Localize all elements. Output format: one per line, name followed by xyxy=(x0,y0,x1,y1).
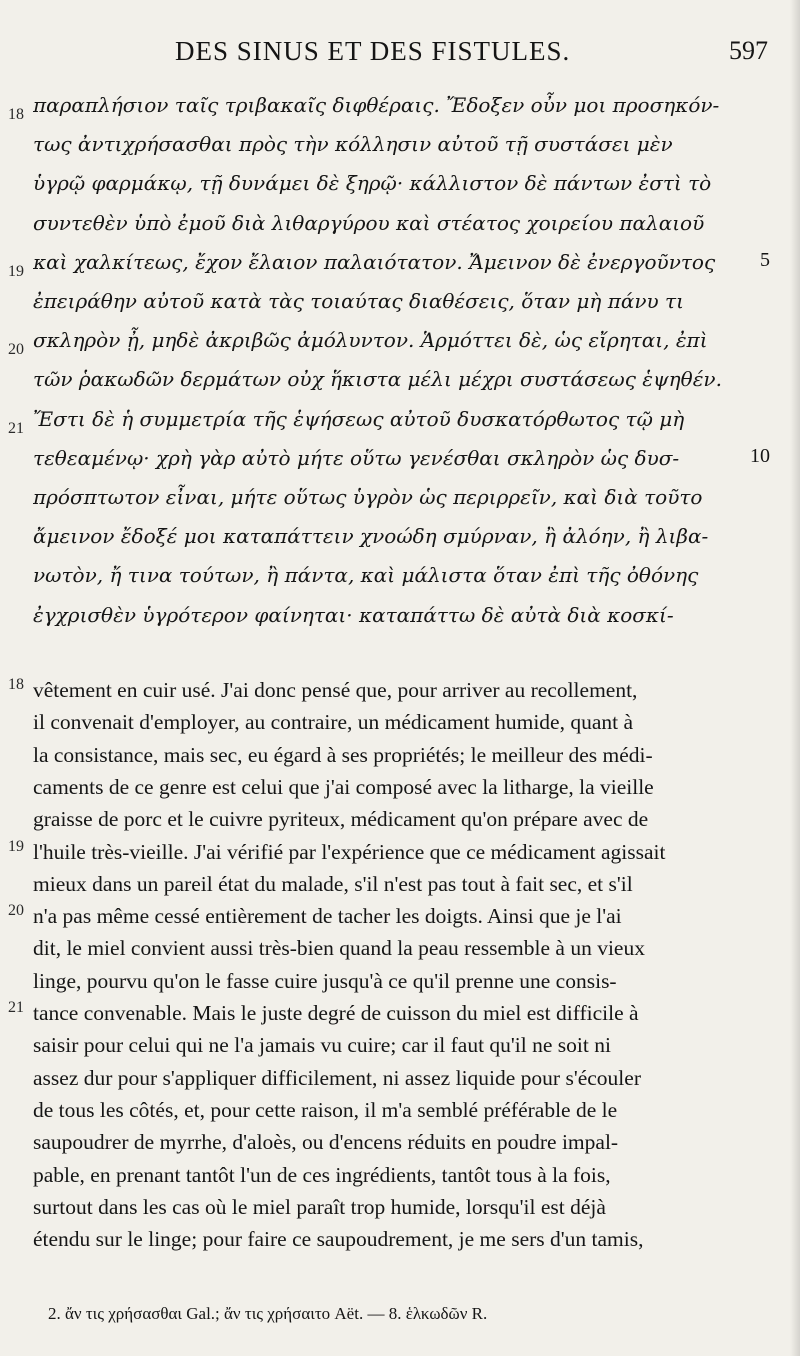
french-line-text: il convenait d'employer, au contraire, un médicament humide, quant à xyxy=(33,710,634,735)
greek-line xyxy=(0,362,800,402)
french-line xyxy=(0,1223,800,1263)
page-edge-shadow xyxy=(790,0,800,1356)
french-line-text: n'a pas même cessé entièrement de tacher les doigts. Ainsi que je l'ai xyxy=(33,904,622,929)
greek-line xyxy=(0,206,800,246)
page-header xyxy=(0,36,800,72)
greek-line-text: συντεθὲν ὑπὸ ἐμοῦ διὰ λιθαργύρου καὶ στέατος χοιρείου παλαιοῦ xyxy=(33,210,705,235)
french-line-text: graisse de porc et le cuivre pyriteux, médicament qu'on prépare avec de xyxy=(33,807,649,832)
french-line-text: dit, le miel convient aussi très-bien quand la peau ressemble à un vieux xyxy=(33,936,645,961)
margin-line-number: 21 xyxy=(8,419,24,437)
greek-line xyxy=(0,441,800,481)
greek-line-text: Ἔστι δὲ ἡ συμμετρία τῆς ἑψήσεως αὐτοῦ δυσκατόρθωτος τῷ μὴ xyxy=(33,406,685,431)
french-line-text: linge, pourvu qu'on le fasse cuire jusqu'à ce qu'il prenne une consis- xyxy=(33,968,617,993)
greek-line-text: τῶν ῥακωδῶν δερμάτων οὐχ ἥκιστα μέλι μέχρι συστάσεως ἑψηθέν. xyxy=(33,367,722,392)
french-line-text: tance convenable. Mais le juste degré de cuisson du miel est difficile à xyxy=(33,1001,639,1025)
greek-line xyxy=(0,127,800,167)
greek-line xyxy=(0,519,800,559)
greek-line xyxy=(0,402,800,442)
french-line-text: de tous les côtés, et, pour cette raison, il m'a semblé préférable de le xyxy=(33,1097,618,1122)
margin-line-number: 18 xyxy=(8,106,24,123)
margin-line-number: 20 xyxy=(8,341,24,359)
greek-line-text: παραπλήσιον ταῖς τριβακαῖς διφθέραις. Ἔδοξεν οὖν μοι προσηκόν- xyxy=(33,93,720,117)
french-line-text: saupoudrer de myrrhe, d'aloès, ou d'encens réduits en poudre impal- xyxy=(33,1130,619,1155)
french-line-text: surtout dans les cas où le miel paraît trop humide, lorsqu'il est déjà xyxy=(33,1194,606,1219)
greek-line xyxy=(0,88,800,128)
greek-line xyxy=(0,323,800,363)
margin-line-number: 20 xyxy=(8,902,24,920)
greek-line xyxy=(0,558,800,598)
greek-line xyxy=(0,480,800,520)
french-line-text: vêtement en cuir usé. J'ai donc pensé que, pour arriver au recollement, xyxy=(33,678,638,702)
french-line-text: assez dur pour s'appliquer difficilement, ni assez liquide pour s'écouler xyxy=(33,1065,641,1090)
greek-line-text: καὶ χαλκίτεως, ἔχον ἔλαιον παλαιότατον. Ἄμεινον δὲ ἐνεργοῦντος xyxy=(33,249,716,274)
greek-line-text: τως ἀντιχρήσασθαι πρὸς τὴν κόλλησιν αὐτοῦ τῇ συστάσει μὲν xyxy=(33,132,673,157)
french-line-text: étendu sur le linge; pour faire ce saupoudrement, je me sers d'un tamis, xyxy=(33,1227,644,1252)
greek-line-text: τεθεαμένῳ· χρὴ γὰρ αὐτὸ μήτε οὕτω γενέσθαι σκληρὸν ὡς δυσ- xyxy=(33,445,680,470)
french-line-text: la consistance, mais sec, eu égard à ses propriétés; le meilleur des médi- xyxy=(33,742,653,767)
greek-line xyxy=(0,598,800,638)
margin-line-number: 21 xyxy=(8,999,24,1016)
french-line-text: pable, en prenant tantôt l'un de ces ingrédients, tantôt tous à la fois, xyxy=(33,1162,611,1187)
margin-line-number: 19 xyxy=(8,262,24,280)
greek-line xyxy=(0,166,800,206)
right-line-number: 10 xyxy=(750,444,770,467)
greek-line xyxy=(0,284,800,324)
greek-line-text: ἐγχρισθὲν ὑγρότερον φαίνηται· καταπάττω δὲ αὐτὰ διὰ κοσκί- xyxy=(33,602,674,627)
right-line-number: 5 xyxy=(760,248,770,271)
greek-line-text: σκληρὸν ᾖ, μηδὲ ἀκριβῶς ἀμόλυντον. Ἁρμόττει δὲ, ὡς εἴρηται, ἐπὶ xyxy=(33,328,708,353)
margin-line-number: 18 xyxy=(8,676,24,693)
french-line-text: caments de ce genre est celui que j'ai composé avec la litharge, la vieille xyxy=(33,774,654,799)
greek-line-text: ἄμεινον ἔδοξέ μοι καταπάττειν χνοώδη σμύρναν, ἢ ἀλόην, ἢ λιβα- xyxy=(33,524,709,549)
greek-line-text: πρόσπτωτον εἶναι, μήτε οὕτως ὑγρὸν ὡς περιρρεῖν, καὶ διὰ τοῦτο xyxy=(33,485,703,509)
greek-line-text: ὑγρῷ φαρμάκῳ, τῇ δυνάμει δὲ ξηρῷ· κάλλιστον δὲ πάντων ἐστὶ τὸ xyxy=(33,171,712,196)
footnote: 2. ἄν τις χρήσασθαι Gal.; ἄν τις χρήσαιτο Aët. — 8. ἑλκωδῶν R. xyxy=(48,1304,488,1323)
margin-line-number: 19 xyxy=(8,837,24,855)
greek-line xyxy=(0,245,800,285)
french-line-text: mieux dans un pareil état du malade, s'il n'est pas tout à fait sec, et s'il xyxy=(33,871,633,896)
french-line-text: l'huile très-vieille. J'ai vérifié par l'expérience que ce médicament agissait xyxy=(33,839,666,864)
french-line-text: saisir pour celui qui ne l'a jamais vu cuire; car il faut qu'il ne soit ni xyxy=(33,1033,611,1058)
page-number: 597 xyxy=(729,36,768,65)
greek-line-text: ἐπειράθην αὐτοῦ κατὰ τὰς τοιαύτας διαθέσεις, ὅταν μὴ πάνυ τι xyxy=(33,289,684,313)
greek-line-text: νωτὸν, ἤ τινα τούτων, ἢ πάντα, καὶ μάλιστα ὅταν ἐπὶ τῆς ὀθόνης xyxy=(33,563,699,588)
running-title: DES SINUS ET DES FISTULES. xyxy=(175,36,571,66)
